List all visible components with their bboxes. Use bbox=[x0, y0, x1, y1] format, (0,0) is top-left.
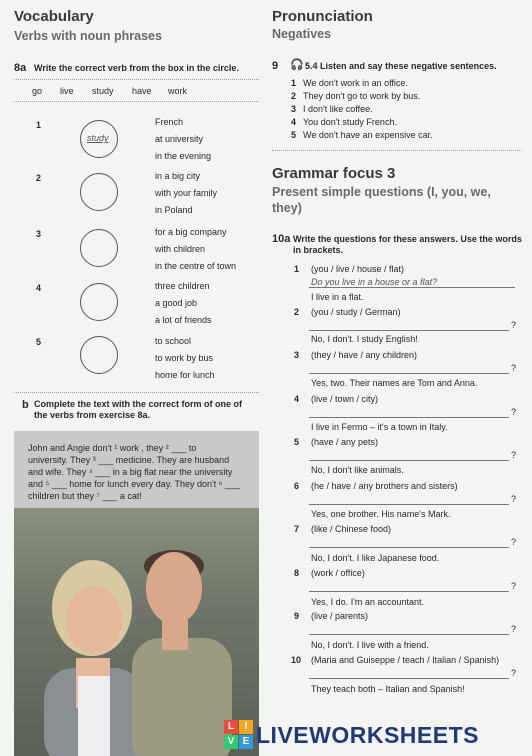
answer-line-4[interactable] bbox=[309, 417, 509, 418]
row-number: 2 bbox=[36, 173, 42, 183]
question-number: 3 bbox=[294, 350, 300, 360]
answer-line-3[interactable] bbox=[309, 373, 509, 374]
liveworksheets-logo bbox=[224, 716, 532, 756]
phrase: three children bbox=[155, 281, 210, 291]
answer-circle-2[interactable] bbox=[80, 173, 118, 211]
vocabulary-title: Vocabulary bbox=[14, 8, 94, 25]
given-answer: Yes, two. Their names are Tom and Anna. bbox=[311, 378, 478, 388]
question-mark: ? bbox=[511, 581, 517, 591]
given-answer: No, I don't. I like Japanese food. bbox=[311, 553, 440, 563]
question-prompt: (he / have / any brothers and sisters) bbox=[311, 481, 458, 491]
exercise-10a-number: 10a bbox=[272, 233, 291, 245]
phrase: in Poland bbox=[155, 205, 193, 215]
answer-circle-3[interactable] bbox=[80, 229, 118, 267]
answer-circle-4[interactable] bbox=[80, 283, 118, 321]
question-prompt: (like / Chinese food) bbox=[311, 524, 392, 534]
question-prompt: (they / have / any children) bbox=[311, 350, 418, 360]
given-answer: I live in Fermo – it's a town in Italy. bbox=[311, 422, 448, 432]
word-box bbox=[14, 79, 259, 102]
answer-line-5[interactable] bbox=[309, 460, 509, 461]
sentence-number: 5 bbox=[291, 130, 297, 140]
word-go: go bbox=[32, 86, 43, 96]
grammar-focus-title: Grammar focus 3 bbox=[272, 165, 396, 182]
phrase: with your family bbox=[155, 188, 218, 198]
text-line-3: and wife. They ⁴ ___ in a big flat near the university bbox=[28, 467, 233, 477]
phrase: a good job bbox=[155, 298, 198, 308]
vocabulary-subtitle: Verbs with noun phrases bbox=[14, 29, 162, 43]
question-number: 4 bbox=[294, 394, 300, 404]
question-number: 2 bbox=[294, 307, 300, 317]
given-answer: I live in a flat. bbox=[311, 292, 364, 302]
row-number: 4 bbox=[36, 283, 42, 293]
answer-circle-1[interactable] bbox=[80, 120, 118, 158]
logo-tile: I bbox=[239, 720, 253, 734]
question-prompt: (you / study / German) bbox=[311, 307, 401, 317]
grammar-focus-subtitle-2: they) bbox=[272, 201, 302, 215]
given-answer: They teach both – Italian and Spanish! bbox=[311, 684, 465, 694]
word-have: have bbox=[132, 86, 152, 96]
answer-line bbox=[309, 287, 515, 288]
sentence: You don't study French. bbox=[303, 117, 397, 127]
given-answer: Yes, one brother. His name's Mark. bbox=[311, 509, 451, 519]
logo-tiles-icon bbox=[224, 720, 254, 750]
text-line-1: John and Angie don't ¹ work , they ² ___ to bbox=[28, 443, 197, 453]
question-number: 5 bbox=[294, 437, 300, 447]
logo-tile: E bbox=[239, 735, 253, 749]
question-mark: ? bbox=[511, 624, 517, 634]
given-answer: No, I don't. I live with a friend. bbox=[311, 640, 429, 650]
model-answer: Do you live in a house or a flat? bbox=[311, 277, 438, 287]
question-mark: ? bbox=[511, 450, 517, 460]
answer-line-7[interactable] bbox=[309, 547, 509, 548]
text-line-4: and ⁵ ___ home for lunch every day. They don't ⁶ ___ bbox=[28, 479, 240, 489]
exercise-8b-number: b bbox=[22, 399, 29, 411]
question-number: 10 bbox=[291, 655, 302, 665]
headphones-icon[interactable]: 🎧 bbox=[290, 59, 304, 71]
grammar-focus-subtitle: Present simple questions (I, you, we, bbox=[272, 185, 491, 199]
phrase: in the centre of town bbox=[155, 261, 237, 271]
question-prompt: (work / office) bbox=[311, 568, 365, 578]
question-number: 6 bbox=[294, 481, 300, 491]
answer-circle-5[interactable] bbox=[80, 336, 118, 374]
word-live: live bbox=[60, 86, 74, 96]
circle-answer: study bbox=[87, 133, 109, 143]
question-number: 9 bbox=[294, 611, 300, 621]
couple-photo bbox=[14, 508, 259, 756]
question-number: 8 bbox=[294, 568, 300, 578]
exercise-9-number: 9 bbox=[272, 60, 279, 72]
phrase: to work by bus bbox=[155, 353, 214, 363]
exercise-10a-instruction: Write the questions for these answers. Use the words bbox=[293, 234, 522, 244]
phrase: in a big city bbox=[155, 171, 201, 181]
exercise-8b-instruction: Complete the text with the correct form of one of bbox=[34, 399, 243, 409]
phrase: for a big company bbox=[155, 227, 227, 237]
pronunciation-title: Pronunciation bbox=[272, 8, 373, 25]
exercise-8a-number: 8a bbox=[14, 62, 27, 74]
text-line-2: university. They ³ ___ medicine. They are husband bbox=[28, 455, 230, 465]
question-mark: ? bbox=[511, 363, 517, 373]
question-prompt: (live / parents) bbox=[311, 611, 369, 621]
sentence: We don't have an expensive car. bbox=[303, 130, 433, 140]
sentence-number: 3 bbox=[291, 104, 297, 114]
row-number: 1 bbox=[36, 120, 42, 130]
logo-text: LIVEWORKSHEETS bbox=[256, 722, 479, 748]
sentence: I don't like coffee. bbox=[303, 104, 373, 114]
exercise-10a-instruction-2: in brackets. bbox=[293, 245, 344, 255]
question-mark: ? bbox=[511, 407, 517, 417]
given-answer: No, I don't. I study English! bbox=[311, 334, 418, 344]
word-work: work bbox=[168, 86, 188, 96]
text-line-5: children but they ⁷ ___ a cat! bbox=[28, 491, 142, 501]
question-mark: ? bbox=[511, 537, 517, 547]
pronunciation-subtitle: Negatives bbox=[272, 27, 332, 41]
word-study: study bbox=[92, 86, 114, 96]
question-mark: ? bbox=[511, 668, 517, 678]
answer-line-9[interactable] bbox=[309, 634, 509, 635]
phrase: in the evening bbox=[155, 151, 212, 161]
phrase: French bbox=[155, 117, 184, 127]
exercise-8a-instruction: Write the correct verb from the box in the circle. bbox=[34, 63, 239, 73]
sentence-number: 4 bbox=[291, 117, 297, 127]
divider bbox=[14, 392, 259, 393]
answer-line-2[interactable] bbox=[309, 330, 509, 331]
question-prompt: (Maria and Guiseppe / teach / Italian / Spanish) bbox=[311, 655, 500, 665]
phrase: home for lunch bbox=[155, 370, 215, 380]
answer-line-6[interactable] bbox=[309, 504, 509, 505]
question-prompt: (you / live / house / flat) bbox=[311, 264, 405, 274]
phrase: with children bbox=[155, 244, 206, 254]
answer-line-10[interactable] bbox=[309, 678, 509, 679]
question-number: 1 bbox=[294, 264, 300, 274]
couple-illustration bbox=[14, 508, 259, 756]
phrase: at university bbox=[155, 134, 204, 144]
question-number: 7 bbox=[294, 524, 300, 534]
exercise-8b-instruction-2: the verbs from exercise 8a. bbox=[34, 410, 151, 420]
divider bbox=[272, 150, 522, 151]
given-answer: Yes, I do. I'm an accountant. bbox=[311, 597, 424, 607]
sentence: They don't go to work by bus. bbox=[303, 91, 421, 101]
given-answer: No, I don't like animals. bbox=[311, 465, 404, 475]
phrase: to school bbox=[155, 336, 192, 346]
row-number: 5 bbox=[36, 337, 42, 347]
logo-tile: V bbox=[224, 735, 238, 749]
question-mark: ? bbox=[511, 494, 517, 504]
question-prompt: (live / town / city) bbox=[311, 394, 379, 404]
answer-line-8[interactable] bbox=[309, 591, 509, 592]
question-prompt: (have / any pets) bbox=[311, 437, 379, 447]
logo-tile: L bbox=[224, 720, 238, 734]
exercise-9-instruction: 5.4 Listen and say these negative sentences. bbox=[305, 61, 497, 71]
question-mark: ? bbox=[511, 320, 517, 330]
sentence-number: 2 bbox=[291, 91, 297, 101]
row-number: 3 bbox=[36, 229, 42, 239]
sentence-number: 1 bbox=[291, 78, 297, 88]
phrase: a lot of friends bbox=[155, 315, 212, 325]
sentence: We don't work in an office. bbox=[303, 78, 408, 88]
